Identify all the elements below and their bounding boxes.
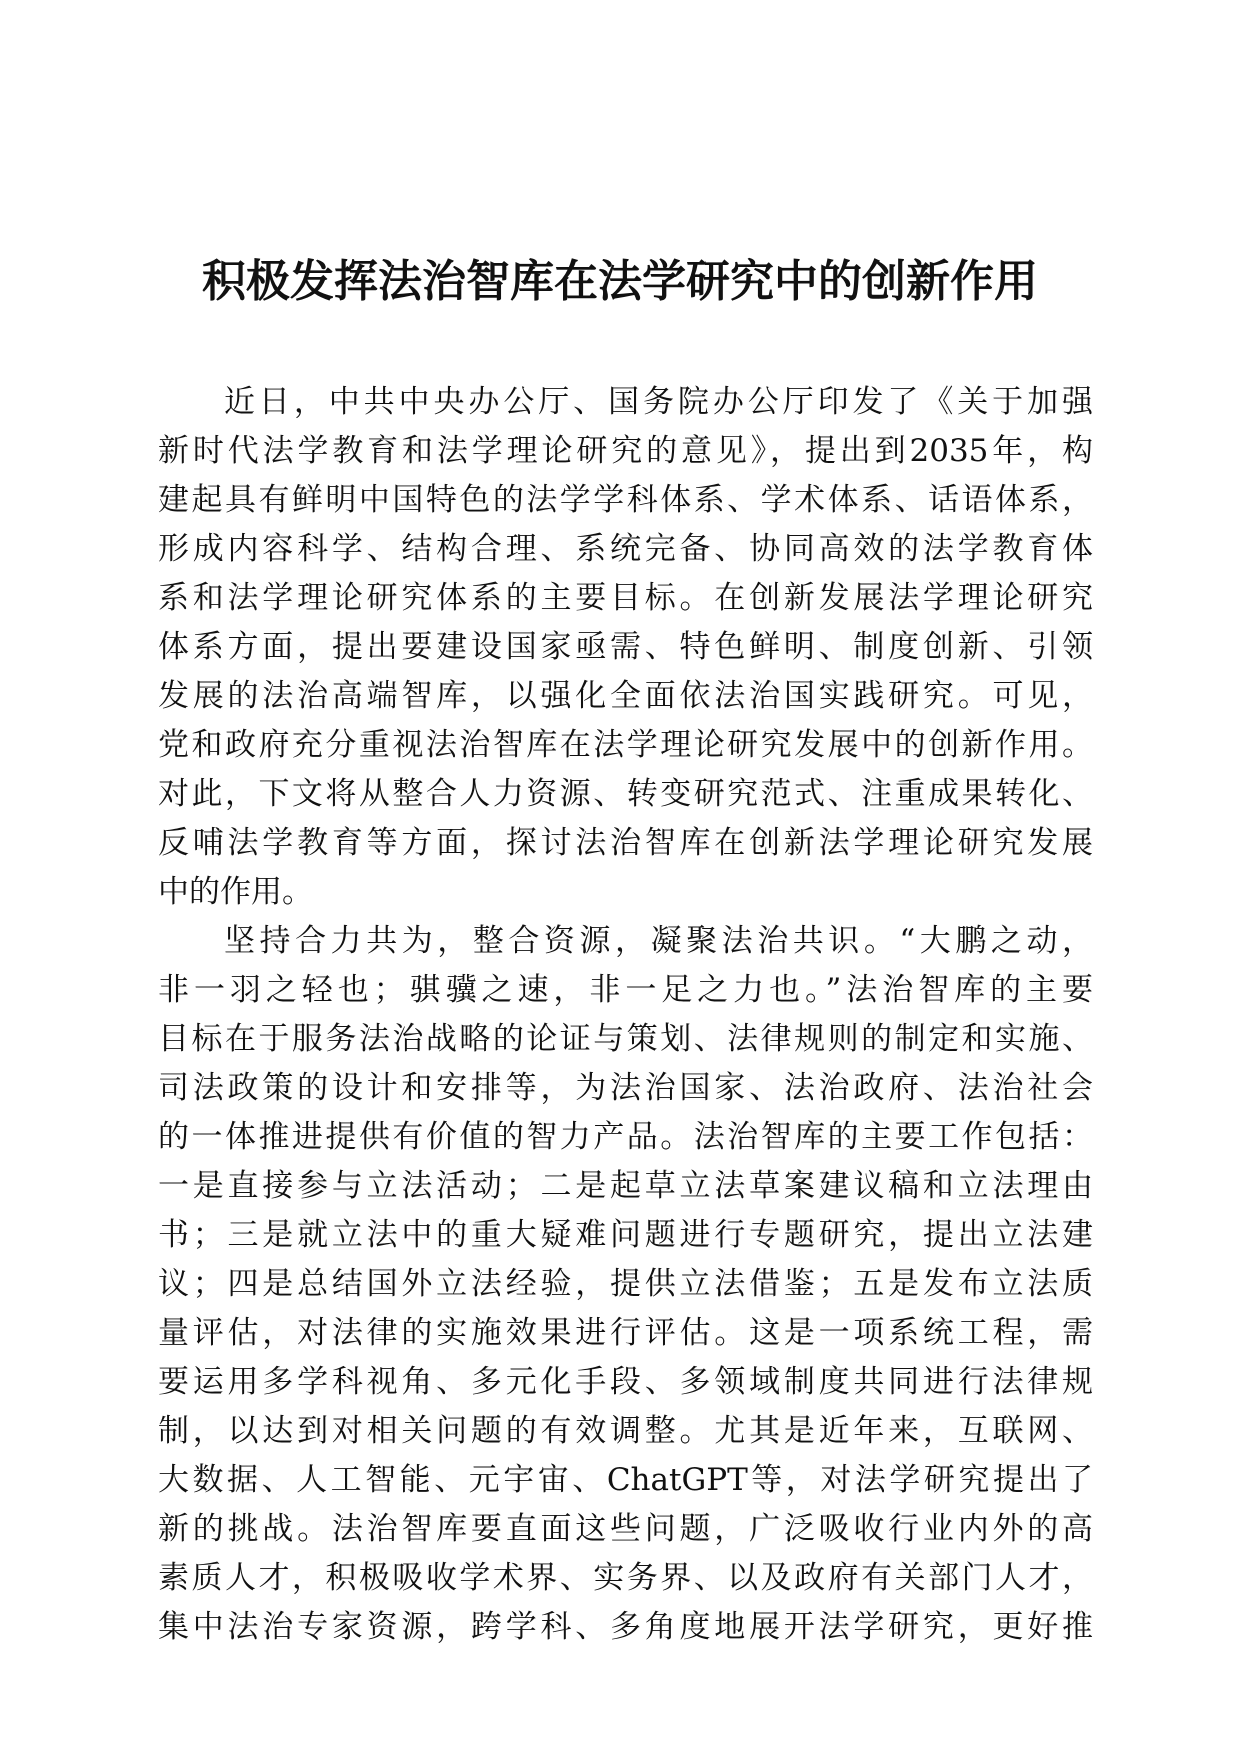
text-line: 发展的法治高端智库，以强化全面依法治国实践研究。可见，: [158, 678, 1093, 714]
text-line: 系和法学理论研究体系的主要目标。在创新发展法学理论研究: [158, 580, 1093, 616]
text-line: 量评估，对法律的实施效果进行评估。这是一项系统工程，需: [158, 1315, 1093, 1351]
text-line: 一是直接参与立法活动；二是起草立法草案建议稿和立法理由: [158, 1168, 1093, 1204]
text-line: 素质人才，积极吸收学术界、实务界、以及政府有关部门人才，: [158, 1560, 1093, 1596]
text-line: 非一羽之轻也；骐骥之速，非一足之力也。”法治智库的主要: [158, 972, 1093, 1008]
text-line: 制，以达到对相关问题的有效调整。尤其是近年来，互联网、: [158, 1413, 1093, 1449]
text-line: 的一体推进提供有价值的智力产品。法治智库的主要工作包括：: [158, 1119, 1093, 1155]
document-title: 积极发挥法治智库在法学研究中的创新作用: [202, 256, 1038, 307]
text-line: 集中法治专家资源，跨学科、多角度地展开法学研究，更好推: [158, 1609, 1093, 1645]
text-line: 司法政策的设计和安排等，为法治国家、法治政府、法治社会: [158, 1070, 1093, 1106]
text-line: 坚持合力共为，整合资源，凝聚法治共识。“大鹏之动，: [224, 923, 1093, 959]
paragraph: [158, 917, 1093, 1652]
text-line: 近日，中共中央办公厅、国务院办公厅印发了《关于加强: [224, 384, 1093, 420]
text-line: 党和政府充分重视法治智库在法学理论研究发展中的创新作用。: [158, 727, 1093, 763]
text-line: 大数据、人工智能、元宇宙、ChatGPT等，对法学研究提出了: [158, 1462, 1093, 1498]
text-line: 书；三是就立法中的重大疑难问题进行专题研究，提出立法建: [158, 1217, 1093, 1253]
text-line: 体系方面，提出要建设国家亟需、特色鲜明、制度创新、引领: [158, 629, 1093, 665]
document-body: [158, 378, 1093, 1652]
text-line: 对此，下文将从整合人力资源、转变研究范式、注重成果转化、: [158, 776, 1093, 812]
text-line: 建起具有鲜明中国特色的法学学科体系、学术体系、话语体系，: [158, 482, 1093, 518]
text-line: 要运用多学科视角、多元化手段、多领域制度共同进行法律规: [158, 1364, 1093, 1400]
text-line: 中的作用。: [158, 874, 313, 910]
text-line: 目标在于服务法治战略的论证与策划、法律规则的制定和实施、: [158, 1021, 1093, 1057]
text-line: 新的挑战。法治智库要直面这些问题，广泛吸收行业内外的高: [158, 1511, 1093, 1547]
paragraph: [158, 378, 1093, 917]
text-line: 议；四是总结国外立法经验，提供立法借鉴；五是发布立法质: [158, 1266, 1093, 1302]
text-line: 形成内容科学、结构合理、系统完备、协同高效的法学教育体: [158, 531, 1093, 567]
text-line: 新时代法学教育和法学理论研究的意见》，提出到2035年，构: [158, 433, 1093, 469]
text-line: 反哺法学教育等方面，探讨法治智库在创新法学理论研究发展: [158, 825, 1093, 861]
